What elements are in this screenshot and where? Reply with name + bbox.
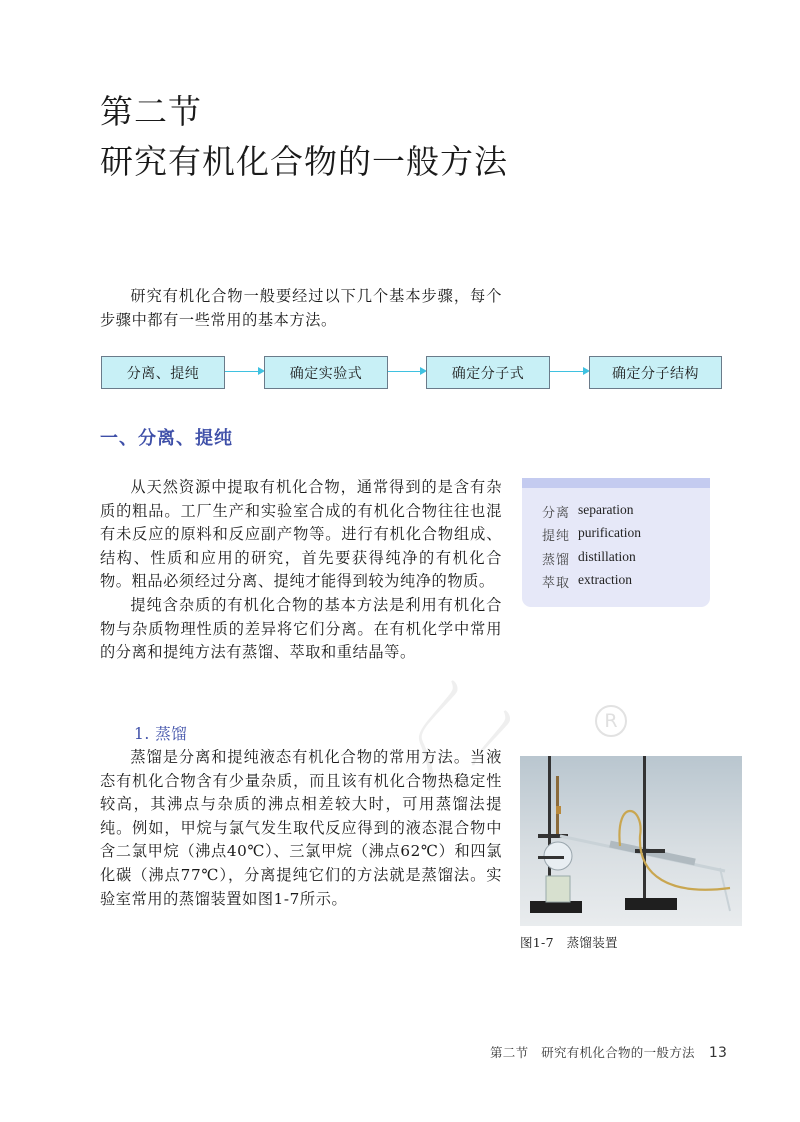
glossary-item: [542, 549, 636, 568]
distillation-paragraph: 蒸馏是分离和提纯液态有机化合物的常用方法。当液态有机化合物含有少量杂质，而且该有机化合物热稳定性较高，其沸点与杂质的沸点相差较大时，可用蒸馏法提纯。例如，甲烷与氯气发生取代反应得到的液态混合物中含二氯甲烷（沸点40℃）、三氯甲烷（沸点62℃）和四氯化碳（沸点77℃），分离提纯它们的方法就是蒸馏法。实验室常用的蒸馏装置如图1-7所示。: [100, 748, 502, 908]
glossary-term-en: purification: [578, 525, 641, 540]
arrow-right-icon: [388, 371, 425, 372]
glossary-term-cn: 萃取: [542, 576, 571, 591]
flow-step-separation: 分离、提纯: [101, 356, 225, 389]
page-footer: [490, 1043, 727, 1061]
steps-flow-diagram: [101, 356, 722, 389]
glossary-term-en: separation: [578, 502, 634, 517]
distillation-apparatus-photo: [520, 756, 742, 926]
glossary-term-en: distillation: [578, 549, 636, 564]
page-number: 13: [708, 1045, 728, 1061]
flow-step-empirical-formula: 确定实验式: [264, 356, 388, 389]
glossary-box: [522, 478, 710, 607]
figure-caption: 图1-7 蒸馏装置: [520, 935, 618, 950]
arrow-right-icon: [550, 371, 588, 372]
section-heading: 一、分离、提纯: [100, 428, 233, 449]
section-label: 第二节: [100, 92, 202, 131]
glossary-term-cn: 分离: [542, 506, 571, 521]
glossary-item: [542, 525, 641, 544]
page-title: 研究有机化合物的一般方法: [100, 142, 508, 181]
running-title: 第二节 研究有机化合物的一般方法: [490, 1045, 695, 1060]
glossary-header-bar: [522, 478, 710, 488]
intro-text: 研究有机化合物一般要经过以下几个基本步骤，每个步骤中都有一些常用的基本方法。: [100, 287, 502, 329]
intro-paragraph: [100, 285, 502, 332]
subsection-heading: 1. 蒸馏: [134, 725, 188, 743]
paragraph-1: 从天然资源中提取有机化合物，通常得到的是含有杂质的粗品。工厂生产和实验室合成的有机化合物往往也混有未反应的原料和反应副产物等。进行有机化合物组成、结构、性质和应用的研究，首先要获得纯净的有机化合物。粗品必须经过分离、提纯才能得到较为纯净的物质。: [100, 478, 502, 591]
glossary-term-en: extraction: [578, 572, 632, 587]
registered-mark-icon: R: [595, 705, 627, 737]
section-body: [100, 476, 502, 665]
flow-step-molecular-formula: 确定分子式: [426, 356, 550, 389]
publisher-watermark: 〳〵〳: [400, 703, 520, 773]
glossary-item: [542, 572, 632, 591]
glossary-term-cn: 蒸馏: [542, 553, 571, 568]
arrow-right-icon: [225, 371, 263, 372]
subsection-body: [100, 746, 502, 911]
glossary-item: [542, 502, 633, 521]
flow-step-molecular-structure: 确定分子结构: [589, 356, 722, 389]
glossary-term-cn: 提纯: [542, 529, 571, 544]
distillation-apparatus-illustration: [520, 756, 742, 926]
paragraph-2: 提纯含杂质的有机化合物的基本方法是利用有机化合物与杂质物理性质的差异将它们分离。在有机化学中常用的分离和提纯方法有蒸馏、萃取和重结晶等。: [100, 595, 502, 662]
